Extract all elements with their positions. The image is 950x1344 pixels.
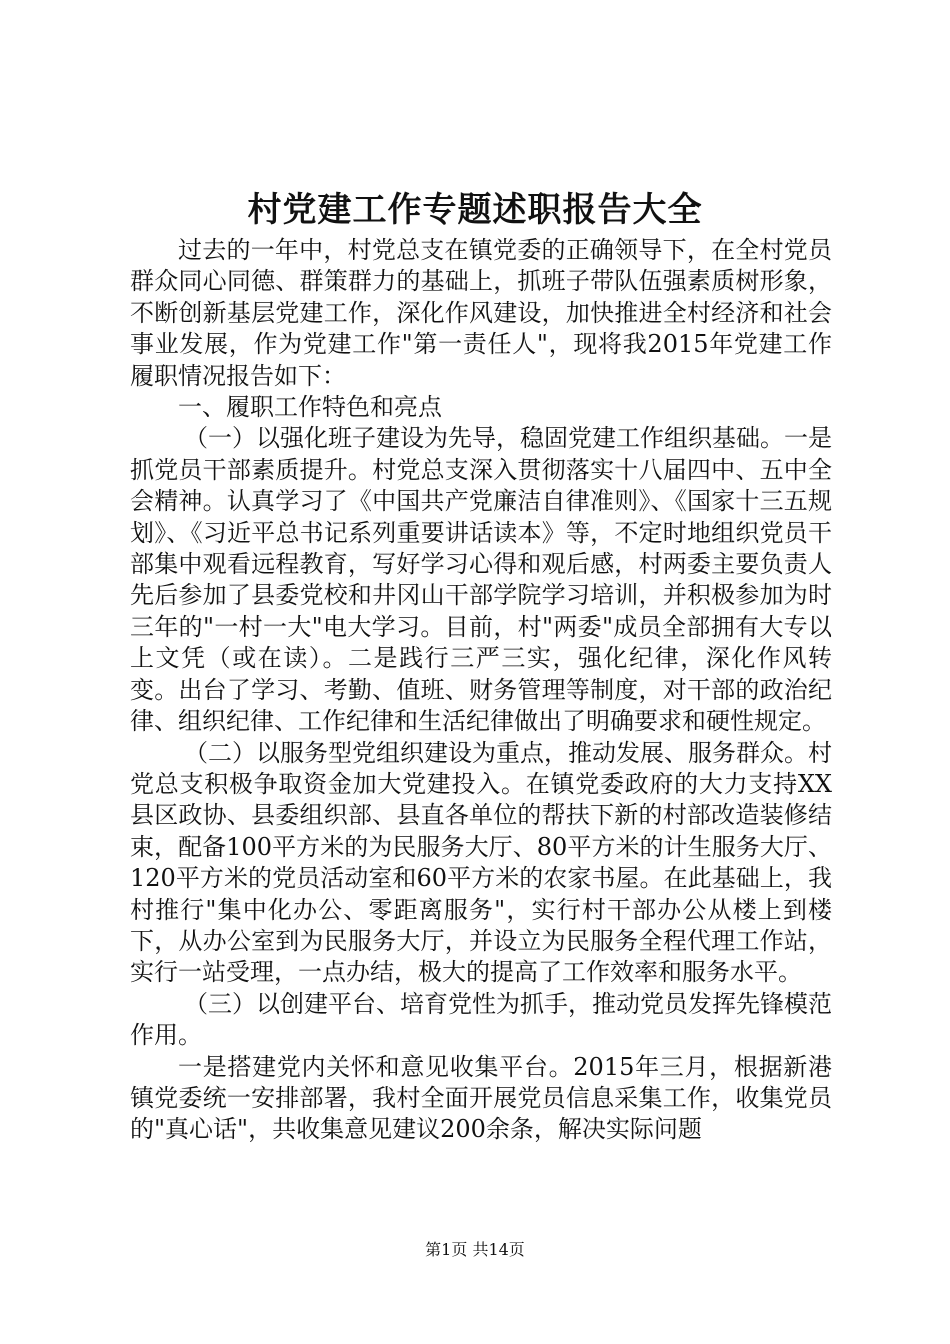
section-heading: 一、履职工作特色和亮点 <box>178 393 442 422</box>
paragraph-part-3: （三）以创建平台、培育党性为抓手，推动党员发挥先锋模范作用。 <box>130 989 832 1050</box>
document-title: 村党建工作专题述职报告大全 <box>247 190 703 230</box>
paragraph-part-2: （二）以服务型党组织建设为重点，推动发展、服务群众。村党总支积极争取资金加大党建投入。在镇党委政府的大力支持XX县区政协、县委组织部、县直各单位的帮扶下新的村部改造装修结束，配备100平方米的为民服务大厅、80平方米的计生服务大厅、120平方米的党员活动室和60平方米的农家书屋。在此基础上，我村推行"集中化办公、零距离服务"，实行村干部办公从楼上到楼下，从办公室到为民服务大厅，并设立为民服务全程代理工作站，实行一站受理，一点办结，极大的提高了工作效率和服务水平。 <box>130 738 832 987</box>
paragraph-item-1: 一是搭建党内关怀和意见收集平台。2015年三月，根据新港镇党委统一安排部署，我村全面开展党员信息采集工作，收集党员的"真心话"，共收集意见建议200余条，解决实际问题 <box>130 1052 832 1144</box>
page-number-footer: 第1页 共14页 <box>425 1240 525 1259</box>
paragraph-intro: 过去的一年中，村党总支在镇党委的正确领导下，在全村党员群众同心同德、群策群力的基础上，抓班子带队伍强素质树形象，不断创新基层党建工作，深化作风建设，加快推进全村经济和社会事业发展，作为党建工作"第一责任人"，现将我2015年党建工作履职情况报告如下： <box>130 236 832 390</box>
paragraph-part-1: （一）以强化班子建设为先导，稳固党建工作组织基础。一是抓党员干部素质提升。村党总支深入贯彻落实十八届四中、五中全会精神。认真学习了《中国共产党廉洁自律准则》、《国家十三五规划》、《习近平总书记系列重要讲话读本》等，不定时地组织党员干部集中观看远程教育，写好学习心得和观后感，村两委主要负责人先后参加了县委党校和井冈山干部学院学习培训，并积极参加为时三年的"一村一大"电大学习。目前，村"两委"成员全部拥有大专以上文凭（或在读）。二是践行三严三实，强化纪律，深化作风转变。出台了学习、考勤、值班、财务管理等制度，对干部的政治纪律、组织纪律、工作纪律和生活纪律做出了明确要求和硬性规定。 <box>130 424 832 736</box>
document-body <box>130 235 832 1146</box>
